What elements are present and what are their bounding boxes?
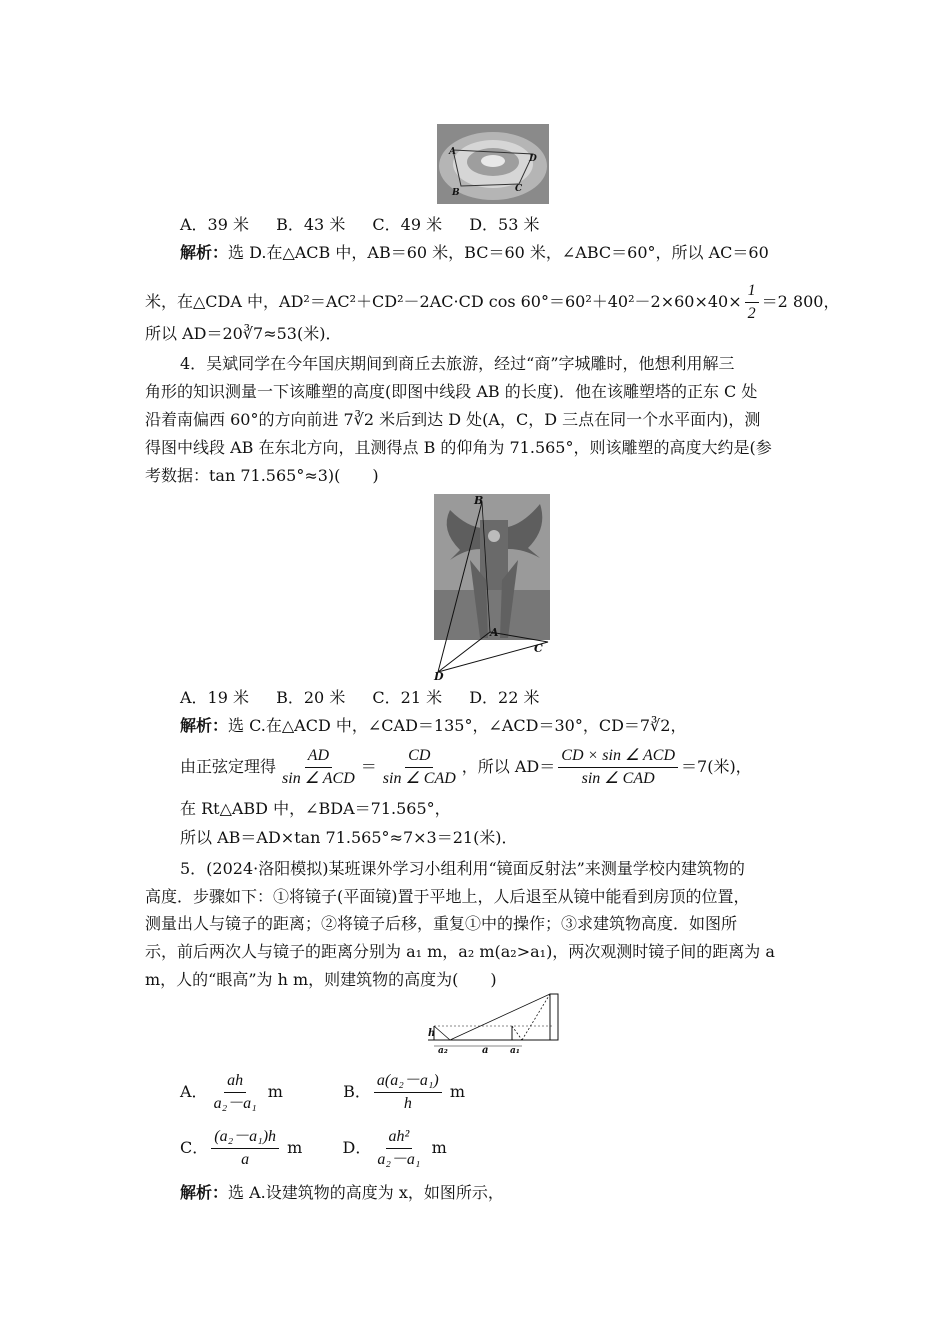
fig1-label-b: B [452, 188, 460, 198]
q5-solution-label: 解析： [180, 1183, 229, 1202]
q3-solution-line-1 [180, 241, 769, 265]
fig3-label-a2: a₂ [438, 1046, 448, 1056]
q4-stem-2: 角形的知识测量一下该雕塑的高度(即图中线段 AB 的长度)．他在该雕塑塔的正东 C 处 [145, 382, 758, 401]
q4-solution-line-4: 所以 AB＝AD×tan 71.565°≈7×3＝21(米)． [180, 828, 518, 847]
q4-solution-line-3: 在 Rt△ABD 中，∠BDA＝71.565°， [180, 799, 451, 818]
q4-stem-5: 考数据：tan 71.565°≈3)( ) [145, 466, 379, 485]
q3-option-b[interactable]: B．43 米 [276, 215, 346, 234]
q5-stem-3: 测量出人与镜子的距离；②将镜子后移，重复①中的操作；③求建筑物高度．如图所 [145, 914, 738, 933]
q5-stem-1: 5．(2024·洛阳模拟)某班课外学习小组利用“镜面反射法”来测量学校内建筑物的 [180, 859, 745, 878]
q4-option-b[interactable]: B．20 米 [276, 688, 346, 707]
q3-solution-line-3 [145, 322, 341, 346]
q3-solution-text-2a: 米，在△CDA 中，AD²＝AC²＋CD²－2AC·CD cos 60°＝60²＋40²－2×60×40× [145, 292, 742, 311]
q4-stem-4: 得图中线段 AB 在东北方向，且测得点 B 的仰角为 71.565°，则该雕塑的高度大约是(参 [145, 438, 772, 457]
q4-solution-mid: ，所以 AD＝ [461, 757, 556, 776]
q4-solution-post: ＝7(米)， [681, 757, 752, 776]
q5-stem-5: m，人的“眼高”为 h m，则建筑物的高度为( ) [145, 970, 497, 989]
aerial-plaza-figure [437, 124, 549, 204]
q3-fraction-half: $\frac{1}{2}$ [745, 280, 759, 325]
fig1-label-d: D [529, 154, 537, 164]
q3-solution-line-2 [145, 280, 839, 325]
q3-solution-text-3: 所以 AD＝20∛7≈53(米)． [145, 324, 342, 343]
q4-option-a[interactable]: A．19 米 [180, 688, 250, 707]
q5-option-c[interactable]: C． $\frac{\text{(a₂－a₁)h}}{a}$ m [180, 1128, 303, 1168]
fig3-label-a: a [482, 1045, 489, 1056]
q4-solution-pre: 由正弦定理得 [180, 757, 277, 776]
q4-stem-1: 4．吴斌同学在今年国庆期间到商丘去旅游，经过“商”字城雕时，他想利用解三 [180, 354, 735, 373]
q4-option-d[interactable]: D．22 米 [469, 688, 540, 707]
q5-stem-2: 高度．步骤如下：①将镜子(平面镜)置于平地上，人后退至从镜中能看到房顶的位置， [145, 887, 750, 906]
q4-options [180, 686, 562, 710]
q5-option-a[interactable]: A． $\frac{ah}{\text{a₂－a₁}}$ m [180, 1072, 283, 1112]
fig1-label-c: C [515, 184, 523, 194]
q3-solution-text-1: 选 D.在△ACB 中，AB＝60 米，BC＝60 米，∠ABC＝60°，所以 AC＝60 [228, 243, 769, 262]
fig3-label-h: h [428, 1028, 436, 1039]
q4-solution-label: 解析： [180, 716, 229, 735]
sculpture-figure [430, 490, 560, 682]
q4-fraction-2: $\frac{CD}{\text{sin ∠ CAD}}$ [382, 747, 456, 787]
q4-equals: ＝ [360, 757, 377, 776]
q3-solution-label: 解析： [180, 243, 229, 262]
q5-option-b[interactable]: B． $\frac{\text{a(a₂－a₁)}}{h}$ m [343, 1072, 465, 1112]
q4-solution-line-1 [180, 714, 686, 738]
q4-option-c[interactable]: C．21 米 [372, 688, 443, 707]
q5-option-d[interactable]: D． $\frac{\text{ah²}}{\text{a₂－a₁}}$ m [342, 1128, 447, 1168]
q4-solution-line-2 [180, 743, 752, 791]
q3-option-c[interactable]: C．49 米 [372, 215, 443, 234]
q5-option-row-2 [180, 1124, 447, 1172]
fig2-label-a: A [490, 626, 499, 639]
fig2-label-b: B [474, 494, 484, 507]
q4-fraction-1: $\frac{AD}{\text{sin ∠ ACD}}$ [282, 747, 355, 787]
fig1-label-a: A [449, 147, 456, 157]
q5-solution-text-1: 选 A.设建筑物的高度为 x，如图所示， [228, 1183, 504, 1202]
q5-option-row-1 [180, 1068, 465, 1116]
q5-solution-line-1 [180, 1181, 504, 1205]
q3-option-a[interactable]: A．39 米 [180, 215, 250, 234]
q3-solution-text-2b: ＝2 800， [761, 292, 840, 311]
q3-options [180, 213, 562, 237]
q5-stem-4: 示，前后两次人与镜子的距离分别为 a₁ m，a₂ m(a₂>a₁)，两次观测时镜子间的距离为 a [145, 942, 775, 961]
q4-fraction-3: $\frac{\text{CD × sin ∠ ACD}}{\text{sin ∠ CAD}}$ [558, 745, 678, 790]
fig2-label-d: D [434, 670, 444, 682]
mirror-diagram-figure [424, 990, 564, 1056]
q3-option-d[interactable]: D．53 米 [469, 215, 540, 234]
fig2-label-c: C [534, 642, 543, 655]
fig3-label-a1: a₁ [510, 1046, 520, 1056]
q4-solution-text-1: 选 C.在△ACD 中，∠CAD＝135°，∠ACD＝30°，CD＝7∛2， [228, 716, 687, 735]
q4-stem-3: 沿着南偏西 60°的方向前进 7∛2 米后到达 D 处(A，C，D 三点在同一个水平面内)，测 [145, 410, 761, 429]
